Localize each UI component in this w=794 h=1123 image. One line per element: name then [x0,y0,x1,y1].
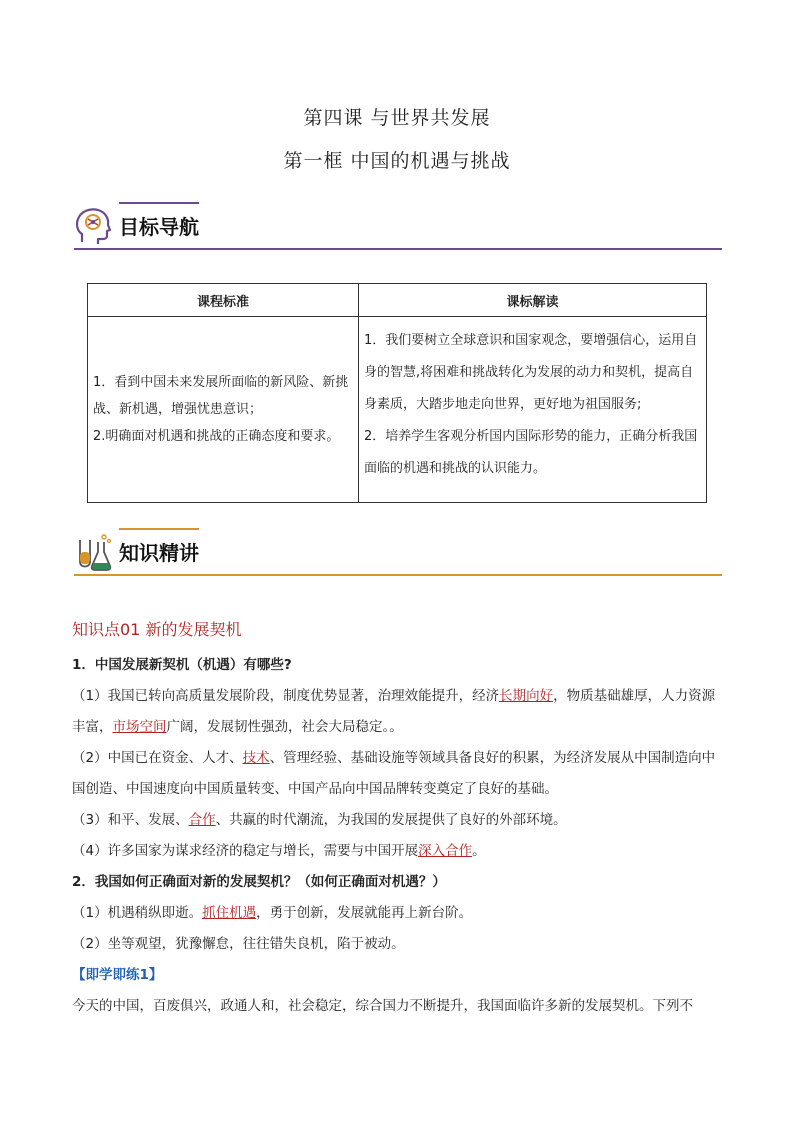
table-cell-interpretation [359,317,707,503]
list-item: 2.明确面对机遇和挑战的正确态度和要求。 [93,429,340,444]
list-item: 1．看到中国未来发展所面临的新风险、新挑战、新机遇，增强忧患意识； [93,375,349,417]
practice-label: 【即学即练1】 [72,967,163,983]
paragraph: （2）坐等观望，犹豫懈怠，往往错失良机，陷于被动。 [72,936,405,952]
lab-flask-icon [74,532,112,572]
standards-table [87,283,707,503]
list-item: 1．我们要树立全球意识和国家观念，要增强信心，运用自身的智慧,将困难和挑战转化为发展的动力和契机，提高自身素质，大踏步地走向世界，更好地为祖国服务; [364,332,698,412]
question-heading: 2．我国如何正确面对新的发展契机？（如何正确面对机遇？） [72,874,446,890]
section-bottom-rule [74,248,722,250]
section-top-rule [119,202,199,204]
list-item: 2．培养学生客观分析国内国际形势的能力，正确分析我国面临的机遇和挑战的认识能力。 [364,428,698,476]
highlight-term: 深入合作 [418,843,473,859]
section-bottom-rule [74,574,722,576]
table-header-cell: 课程标准 [88,284,359,317]
highlight-term: 合作 [188,812,216,828]
section-label-knowledge: 知识精讲 [119,541,199,565]
paragraph: （3）和平、发展、合作、共赢的时代潮流，为我国的发展提供了良好的外部环境。 [72,812,567,828]
highlight-term: 技术 [242,750,270,766]
highlight-term: 长期向好 [499,688,554,704]
table-header-row [88,284,707,317]
section-header-goal [74,202,722,250]
knowledge-point-title: 知识点01 新的发展契机 [72,620,242,639]
table-cell-standards [88,317,359,503]
question-heading: 1．中国发展新契机（机遇）有哪些? [72,657,292,673]
paragraph: 今天的中国，百废俱兴，政通人和，社会稳定，综合国力不断提升，我国面临许多新的发展契机。下列不 [72,998,693,1014]
paragraph: （1）机遇稍纵即逝。抓住机遇，勇于创新，发展就能再上新台阶。 [72,905,473,921]
table-row [88,317,707,503]
paragraph: （2）中国已在资金、人才、技术、管理经验、基础设施等领域具备良好的积累，为经济发展从中国制造向中国创造、中国速度向中国质量转变、中国产品向中国品牌转变奠定了良好的基础。 [72,750,716,797]
head-brain-icon [74,206,112,246]
highlight-term: 抓住机遇 [202,905,257,921]
lesson-title: 第四课 与世界共发展 [303,107,491,129]
knowledge-body [72,650,724,1022]
paragraph: （4）许多国家为谋求经济的稳定与增长，需要与中国开展深入合作。 [72,843,486,859]
section-header-knowledge [74,528,722,576]
frame-title: 第一框 中国的机遇与挑战 [283,150,511,172]
table-header-cell: 课标解读 [359,284,707,317]
section-top-rule [119,528,199,530]
section-label-goal: 目标导航 [119,215,199,239]
highlight-term: 市场空间 [112,719,167,735]
paragraph: （1）我国已转向高质量发展阶段，制度优势显著，治理效能提升，经济长期向好，物质基础雄厚，人力资源丰富，市场空间广阔，发展韧性强劲，社会大局稳定。。 [72,688,716,735]
